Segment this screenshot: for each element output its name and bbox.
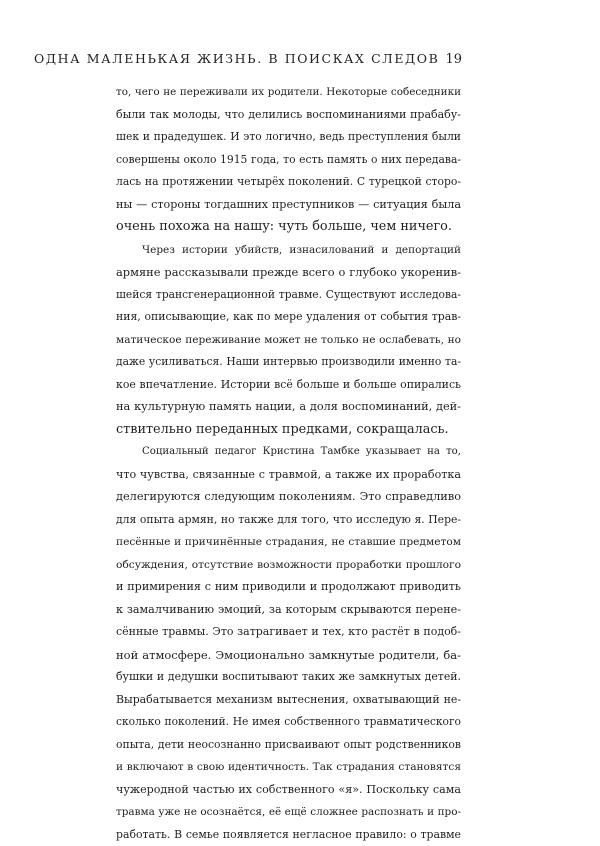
- text-line: ны — стороны тогдашних преступников — ситуация была: [116, 194, 461, 217]
- text-line: обсуждения, отсутствие возможности проработки прошлого: [116, 554, 461, 577]
- text-line: шек и прадедушек. И это логично, ведь преступления были: [116, 126, 461, 149]
- text-line: Через истории убийств, изнасилований и депортаций: [116, 239, 461, 262]
- text-line: ния, описывающие, как по мере удаления от события трав-: [116, 306, 461, 329]
- body-text: [116, 81, 461, 846]
- text-line: что чувства, связанные с травмой, а также их проработка: [116, 464, 461, 487]
- text-line: были так молоды, что делились воспоминаниями прабабу-: [116, 104, 461, 127]
- text-line: ствительно переданных предками, сокращалась.: [116, 419, 461, 442]
- text-line: делегируются следующим поколениям. Это справедливо: [116, 486, 461, 509]
- text-line: и включают в свою идентичность. Так страдания становятся: [116, 756, 461, 779]
- text-line: сённые травмы. Это затрагивает и тех, кто растёт в подоб-: [116, 621, 461, 644]
- text-line: Вырабатывается механизм вытеснения, охватывающий не-: [116, 689, 461, 712]
- text-line: травма уже не осознаётся, её ещё сложнее распознать и про-: [116, 801, 461, 824]
- text-line: работать. В семье появляется негласное правило: о травме: [116, 824, 461, 846]
- running-title: ОДНА МАЛЕНЬКАЯ ЖИЗНЬ. В ПОИСКАХ СЛЕДОВ: [34, 51, 439, 66]
- text-line: песённые и причинённые страдания, не ставшие предметом: [116, 531, 461, 554]
- text-line: бушки и дедушки воспитывают таких же замкнутых детей.: [116, 666, 461, 689]
- text-line: матическое переживание может не только не ослабевать, но: [116, 329, 461, 352]
- text-line: совершены около 1915 года, то есть память о них передава-: [116, 149, 461, 172]
- text-line: к замалчиванию эмоций, за которым скрываются перене-: [116, 599, 461, 622]
- text-line: то, чего не переживали их родители. Некоторые собеседники: [116, 81, 461, 104]
- text-line: для опыта армян, но также для того, что исследую я. Пере-: [116, 509, 461, 532]
- text-line: армяне рассказывали прежде всего о глубоко укоренив-: [116, 261, 461, 284]
- text-line: лась на протяжении четырёх поколений. С турецкой сторо-: [116, 171, 461, 194]
- text-line: сколько поколений. Не имея собственного травматического: [116, 711, 461, 734]
- text-line: очень похожа на нашу: чуть больше, чем ничего.: [116, 216, 461, 239]
- text-line: даже усиливаться. Наши интервью производили именно та-: [116, 351, 461, 374]
- text-line: Социальный педагог Кристина Тамбке указывает на то,: [116, 441, 461, 464]
- page-number: 19: [445, 52, 462, 67]
- text-line: ной атмосфере. Эмоционально замкнутые родители, ба-: [116, 644, 461, 667]
- text-line: шейся трансгенерационной травме. Существуют исследова-: [116, 284, 461, 307]
- text-line: на культурную память нации, а доля воспоминаний, дей-: [116, 396, 461, 419]
- running-header: [0, 51, 462, 68]
- text-line: и примирения с ним приводили и продолжают приводить: [116, 576, 461, 599]
- text-line: опыта, дети неосознанно присваивают опыт родственников: [116, 734, 461, 757]
- text-line: кое впечатление. Истории всё больше и больше опирались: [116, 374, 461, 397]
- text-line: чужеродной частью их собственного «я». Поскольку сама: [116, 779, 461, 802]
